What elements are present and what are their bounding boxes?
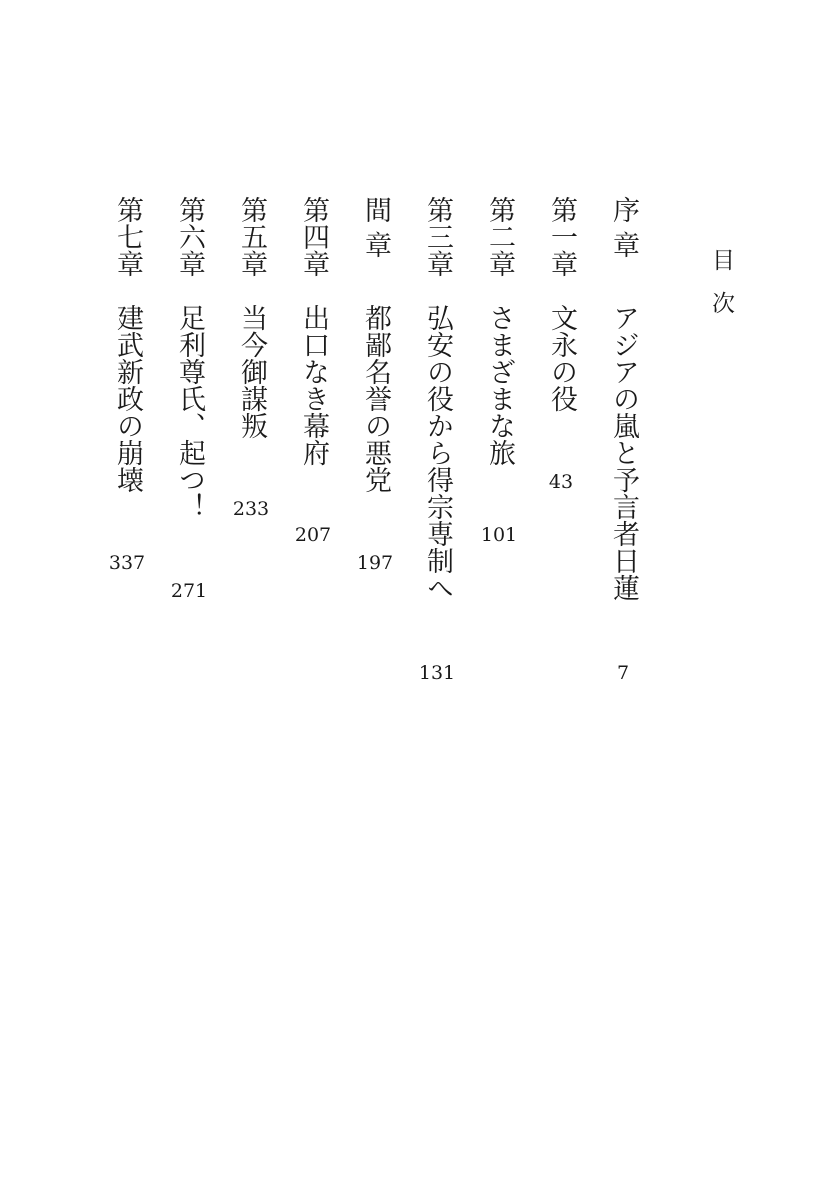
page-number: 197 — [356, 552, 394, 574]
chapter-label: 序章 — [608, 196, 639, 266]
chapter-title: さまざまな旅 — [484, 304, 515, 466]
page-number: 233 — [232, 498, 270, 520]
page-number: 271 — [170, 580, 208, 602]
toc-heading: 目次 — [708, 248, 734, 334]
chapter-label: 第二章 — [484, 196, 515, 277]
chapter-label: 第五章 — [236, 196, 267, 277]
chapter-title: アジアの嵐と予言者日蓮 — [608, 304, 639, 601]
chapter-label: 第四章 — [298, 196, 329, 277]
chapter-title: 弘安の役から得宗専制へ — [422, 304, 453, 601]
page-number: 101 — [480, 524, 518, 546]
chapter-title: 建武新政の崩壊 — [112, 304, 143, 493]
page-number: 337 — [108, 552, 146, 574]
chapter-title: 文永の役 — [546, 304, 577, 412]
chapter-title: 当今御謀叛 — [236, 304, 267, 439]
chapter-label: 第六章 — [174, 196, 205, 277]
chapter-label: 間章 — [360, 196, 391, 266]
chapter-title: 出口なき幕府 — [298, 304, 329, 466]
chapter-title: 足利尊氏、起つ！ — [174, 304, 205, 520]
chapter-label: 第一章 — [546, 196, 577, 277]
chapter-label: 第七章 — [112, 196, 143, 277]
chapter-title: 都鄙名誉の悪党 — [360, 304, 391, 493]
page-number: 43 — [548, 471, 574, 493]
page-number: 131 — [418, 662, 456, 684]
chapter-label: 第三章 — [422, 196, 453, 277]
page-number: 207 — [294, 524, 332, 546]
page-number: 7 — [616, 662, 630, 684]
